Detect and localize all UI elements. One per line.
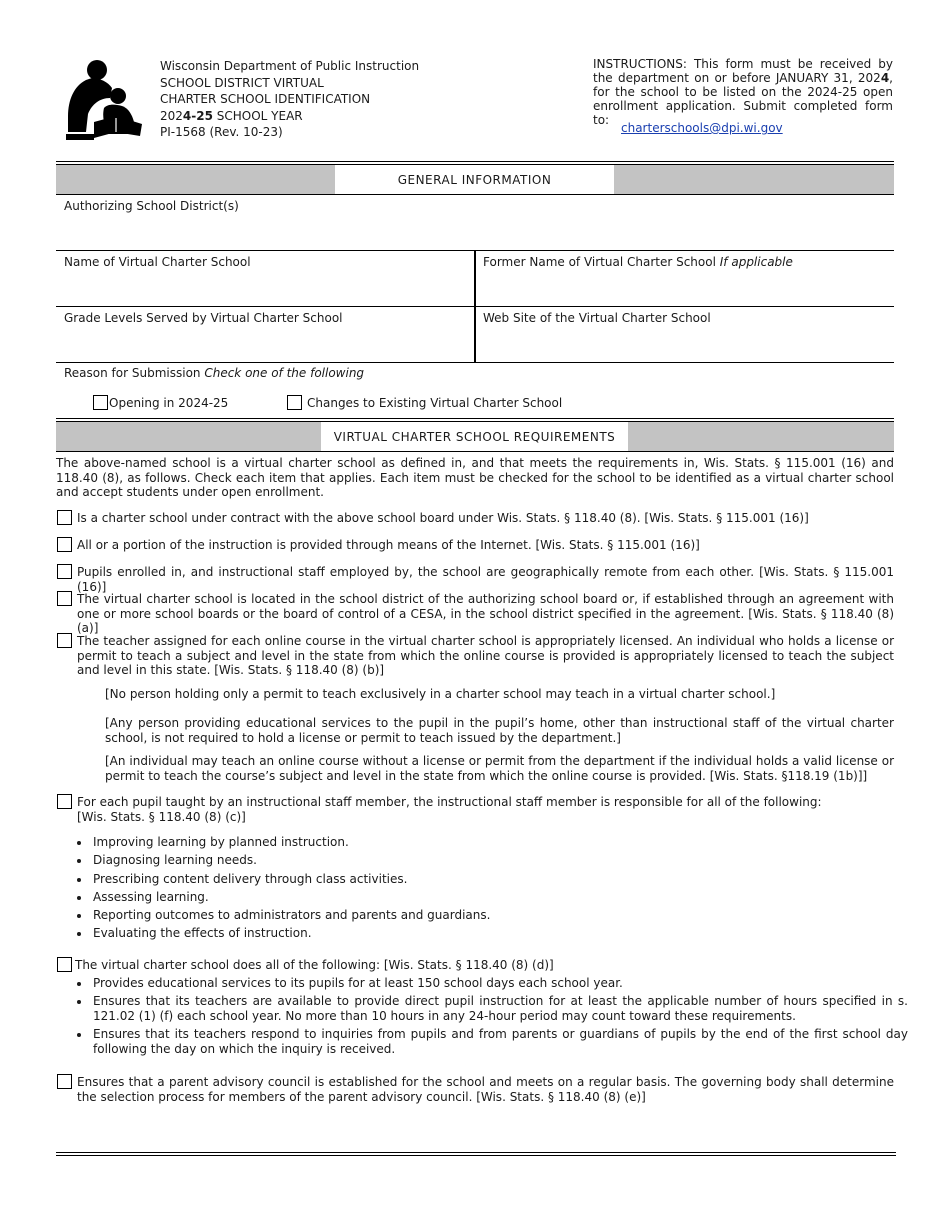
grade-levels-field[interactable] [56,326,472,360]
divider [56,362,894,363]
item8-text: Ensures that a parent advisory council is established for the school and meets on a regular basis. The governing body shall determine the selection process for members of the parent advisory council. [Wis. Stats. § 118.40 (8) (e)] [77,1075,894,1104]
list-item: • Diagnosing learning needs. [91,851,891,869]
item7-text: The virtual charter school does all of the following: [Wis. Stats. § 118.40 (8) (d)] [75,958,554,972]
school-name-label: Name of Virtual Charter School [64,255,251,269]
item5-note3: [An individual may teach an online course without a license or permit from the department if the individual holds a valid license or permit to teach the course’s subject and level in the state from which the online course is provided. [Wis. Stats. §118.19 (1b)]] [105,754,894,783]
list-item: • Provides educational services to its pupils for at least 150 school days each school year. [91,976,908,991]
opening-label: Opening in 2024-25 [109,396,229,410]
list-item: • Evaluating the effects of instruction. [91,924,891,942]
item5-checkbox[interactable] [57,633,72,648]
list-item: • Prescribing content delivery through class activities. [91,870,891,888]
school-year: 2024-25 SCHOOL YEAR [160,108,303,123]
form-header-title [160,58,419,141]
divider [56,306,894,307]
general-info-bar [56,164,894,195]
school-name-field[interactable] [56,270,472,304]
item8-checkbox[interactable] [57,1074,72,1089]
item5-text: The teacher assigned for each online course in the virtual charter school is appropriately licensed. An individual who holds a license or permit to teach a subject and level in the state from which the online course is provided is appropriately licensed to teach the subject and level in this state. [Wis. Stats. § 118.40 (8) (b)] [77,634,894,677]
form-title-line2: CHARTER SCHOOL IDENTIFICATION [160,92,371,106]
list-item: • Reporting outcomes to administrators and parents and guardians. [91,906,891,924]
item4-text: The virtual charter school is located in the school district of the authorizing school board or, if established through an agreement with one or more school boards or the board of control of a CESA, in the school district specified in the agreement. [Wis. Stats. § 118.40 (8) (a)] [77,592,894,635]
former-name-field[interactable] [478,270,894,304]
list-item: • Ensures that its teachers are available to provide direct pupil instruction for at least the applicable number of hours specified in s. 121.02 (1) (f) each school year. No more than 10 hours in any 24-hour period may count toward these requirements. [91,994,908,1024]
footer-divider [56,1152,896,1153]
changes-checkbox[interactable] [287,395,302,410]
former-name-label: Former Name of Virtual Charter School If applicable [483,255,793,269]
list-item: • Improving learning by planned instruction. [91,833,891,851]
website-label: Web Site of the Virtual Charter School [483,311,711,325]
item4-checkbox[interactable] [57,591,72,606]
dpi-logo-icon [64,56,146,142]
item1-text: Is a charter school under contract with the above school board under Wis. Stats. § 118.40 (8). [Wis. Stats. § 115.001 (16)] [77,511,809,525]
item5-note1: [No person holding only a permit to teach exclusively in a charter school may teach in a virtual charter school.] [105,687,776,701]
form-id: PI-1568 (Rev. 10-23) [160,125,283,139]
list-item: • Ensures that its teachers respond to inquiries from pupils and from parents or guardians of pupils by the end of the first school day following the day on which the inquiry is received. [91,1027,908,1057]
list-item: • Assessing learning. [91,888,891,906]
form-title-line1: SCHOOL DISTRICT VIRTUAL [160,75,324,90]
requirements-title: VIRTUAL CHARTER SCHOOL REQUIREMENTS [321,422,628,451]
instructions: INSTRUCTIONS: This form must be received by the department on or before JANUARY 31, 2024, for the school to be listed on the 2024-25 open enrollment application. Submit completed form to: [593,57,893,127]
grade-levels-label: Grade Levels Served by Virtual Charter School [64,311,343,325]
authorizing-district-label: Authorizing School District(s) [64,199,239,213]
requirements-intro: The above-named school is a virtual charter school as defined in, and that meets the requirements in, Wis. Stats. § 115.001 (16) and 118.40 (8), as follows. Check each item that applies. Each item must be checked for the school to be identified as a virtual charter school and accept students under open enrollment. [56,456,894,499]
agency-name: Wisconsin Department of Public Instruction [160,59,420,73]
footer-divider [56,1155,896,1156]
opening-checkbox[interactable] [93,395,108,410]
item6-text: For each pupil taught by an instructional staff member, the instructional staff member is responsible for all of the following: [Wis. Stats. § 118.40 (8) (c)] [77,795,822,824]
item6-bullet-list [77,833,891,943]
item7-bullet-list [77,976,908,1057]
item3-checkbox[interactable] [57,564,72,579]
item7-checkbox[interactable] [57,957,72,972]
website-field[interactable] [478,326,894,360]
item3-text: Pupils enrolled in, and instructional staff employed by, the school are geographically remote from each other. [Wis. Stats. § 115.001 (16)] [77,565,894,594]
item2-checkbox[interactable] [57,537,72,552]
authorizing-district-field[interactable] [56,214,894,248]
item2-text: All or a portion of the instruction is provided through means of the Internet. [Wis. Stats. § 115.001 (16)] [77,538,700,552]
requirements-bar [56,421,894,452]
item6-checkbox[interactable] [57,794,72,809]
general-info-title: GENERAL INFORMATION [335,165,614,194]
changes-label: Changes to Existing Virtual Charter School [307,396,563,410]
reason-label: Reason for Submission Check one of the following [64,366,365,380]
email-link[interactable]: charterschools@dpi.wi.gov [621,121,783,135]
item1-checkbox[interactable] [57,510,72,525]
item5-note2: [Any person providing educational services to the pupil in the pupil’s home, other than instructional staff of the virtual charter school, is not required to hold a license or permit to teach issued by the department.] [105,716,894,745]
